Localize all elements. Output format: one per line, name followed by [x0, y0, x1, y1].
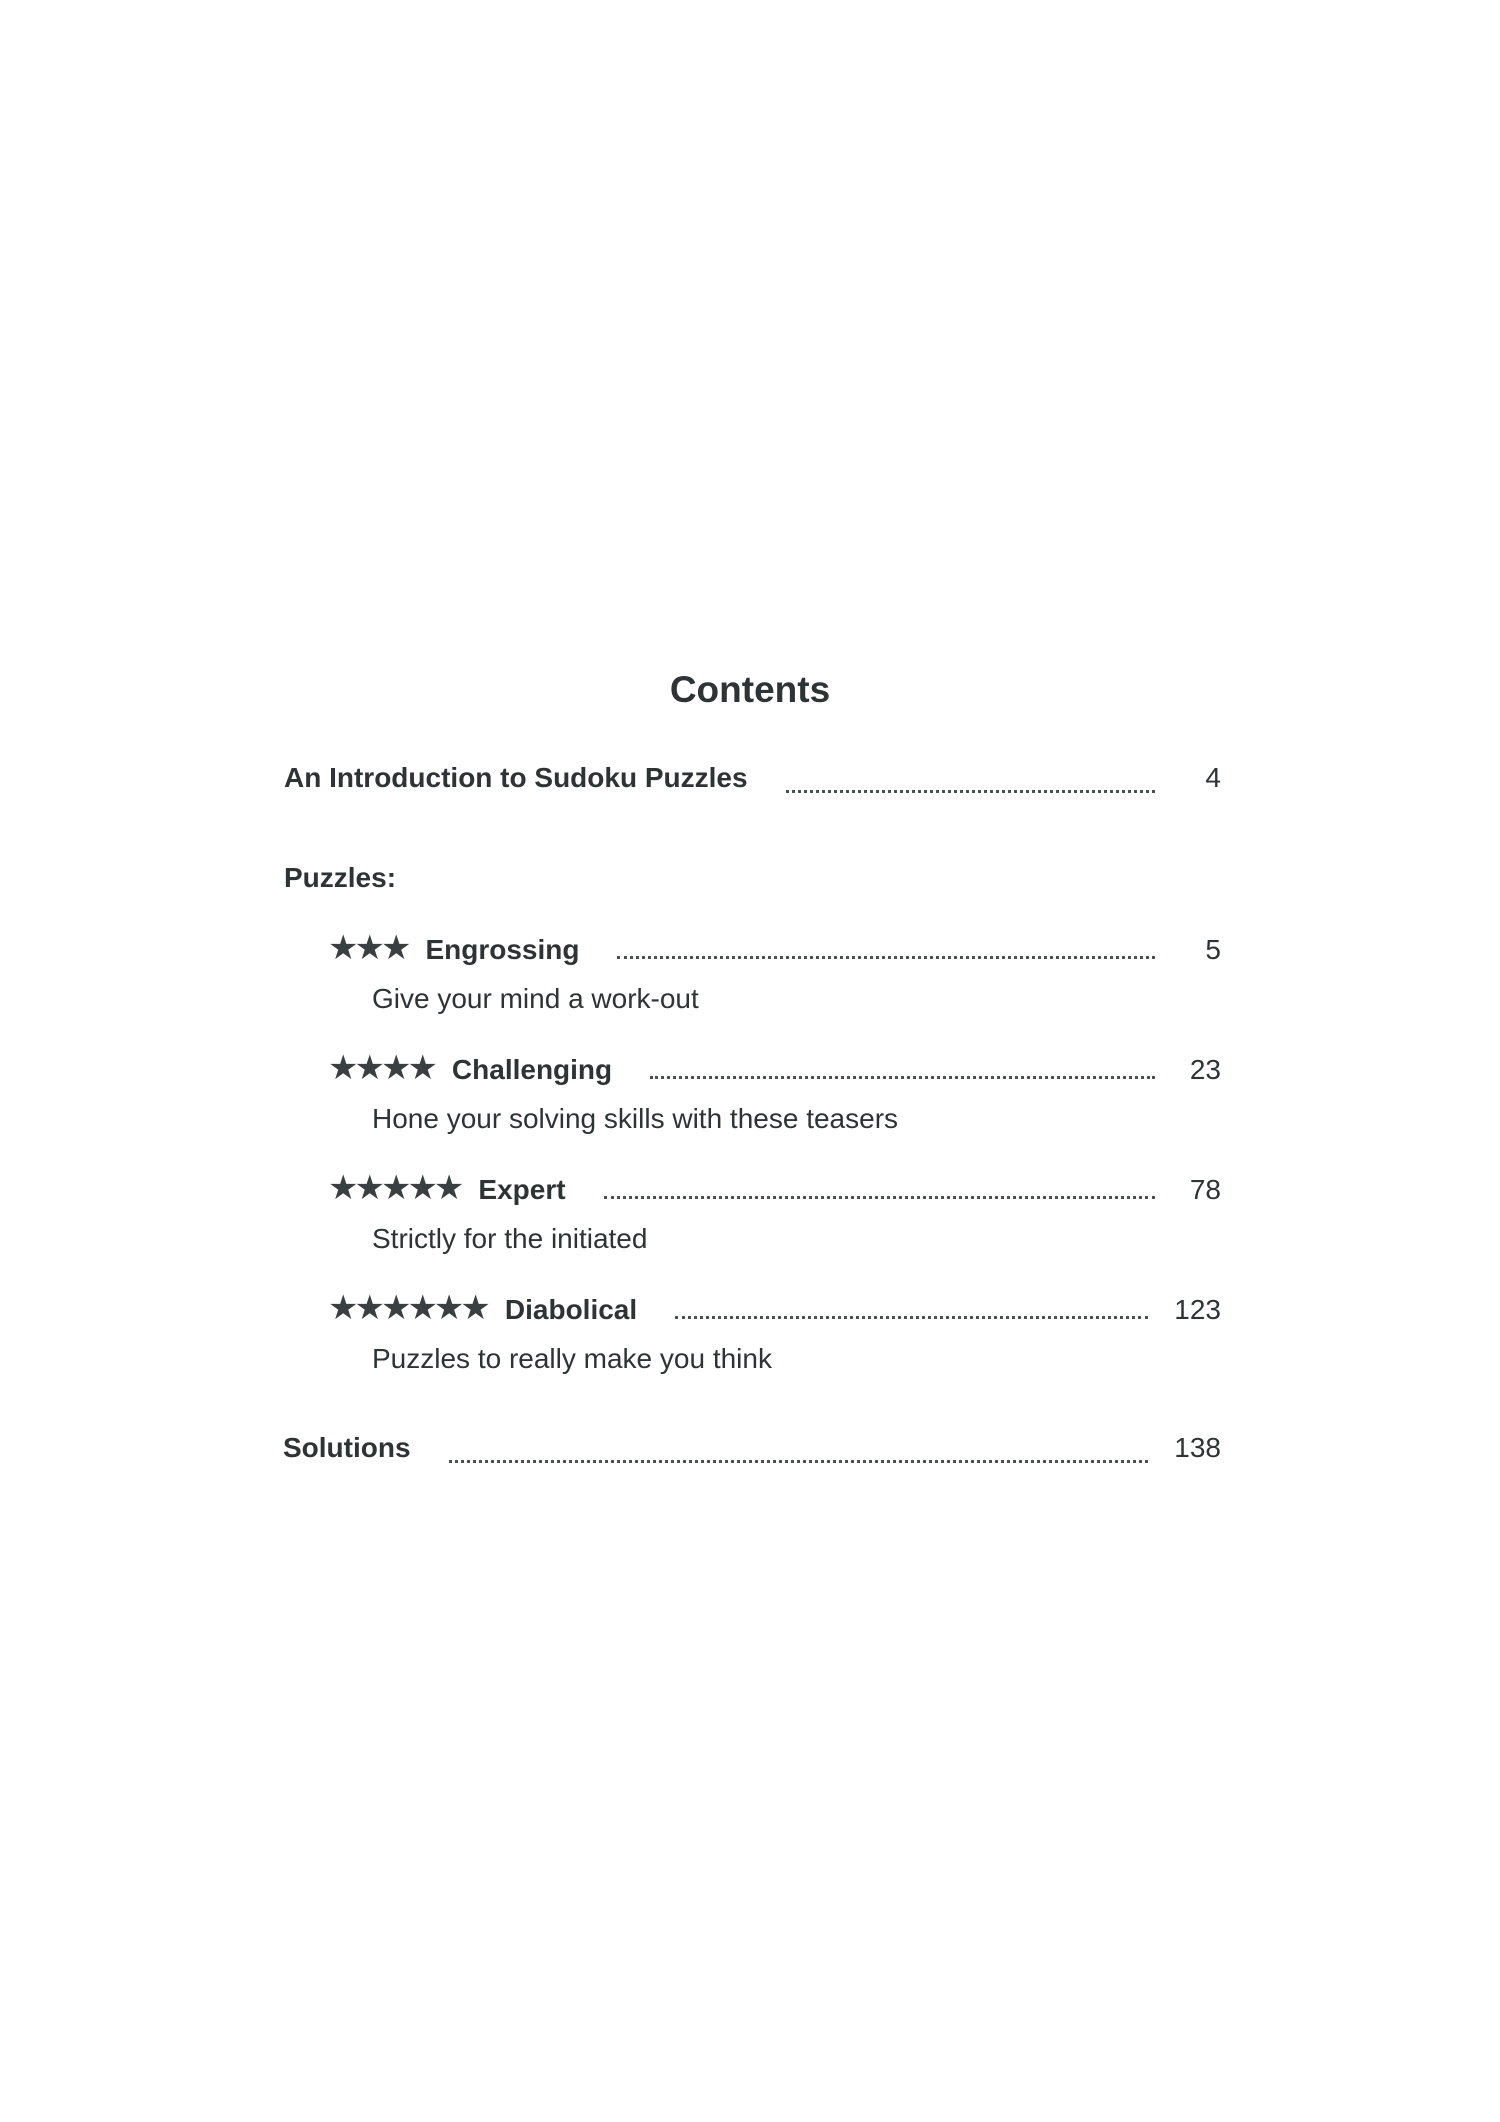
dot-leader: [786, 790, 1155, 793]
toc-entry-label: Diabolical: [504, 1294, 638, 1325]
level-description: Strictly for the initiated: [372, 1223, 648, 1254]
star-rating-icon: ★★★★★: [328, 1169, 461, 1207]
toc-entry-label: An Introduction to Sudoku Puzzles: [284, 762, 748, 793]
dot-leader: [617, 956, 1155, 959]
toc-page-number: 78: [1189, 1174, 1221, 1205]
star-rating-icon: ★★★★★★: [328, 1289, 487, 1327]
star-rating-icon: ★★★★: [328, 1049, 434, 1087]
toc-entry-label: Expert: [478, 1174, 566, 1205]
toc-entry-diabolical[interactable]: [328, 1288, 1221, 1328]
level-description: Give your mind a work-out: [372, 983, 699, 1014]
toc-entry-introduction[interactable]: [284, 762, 1221, 802]
level-description: Hone your solving skills with these teasers: [372, 1103, 899, 1134]
toc-entry-label: Challenging: [451, 1054, 613, 1085]
star-rating-icon: ★★★: [328, 929, 408, 967]
toc-entry-engrossing[interactable]: [328, 928, 1221, 968]
dot-leader: [675, 1316, 1148, 1319]
toc-entry-label: Solutions: [283, 1432, 411, 1463]
toc-entry-challenging[interactable]: [328, 1048, 1221, 1088]
toc-page-number: 4: [1205, 762, 1221, 793]
puzzles-heading: Puzzles:: [284, 862, 397, 893]
toc-entry-solutions[interactable]: [283, 1432, 1221, 1472]
toc-page-number: 138: [1174, 1432, 1221, 1463]
page-title: Contents: [669, 669, 831, 710]
toc-entry-label: Engrossing: [425, 934, 580, 965]
toc-page-number: 123: [1174, 1294, 1221, 1325]
dot-leader: [650, 1076, 1155, 1079]
toc-page-number: 5: [1205, 934, 1221, 965]
toc-page-number: 23: [1189, 1054, 1221, 1085]
dot-leader: [604, 1196, 1155, 1199]
dot-leader: [449, 1460, 1149, 1463]
toc-entry-expert[interactable]: [328, 1168, 1221, 1208]
level-description: Puzzles to really make you think: [372, 1343, 772, 1374]
